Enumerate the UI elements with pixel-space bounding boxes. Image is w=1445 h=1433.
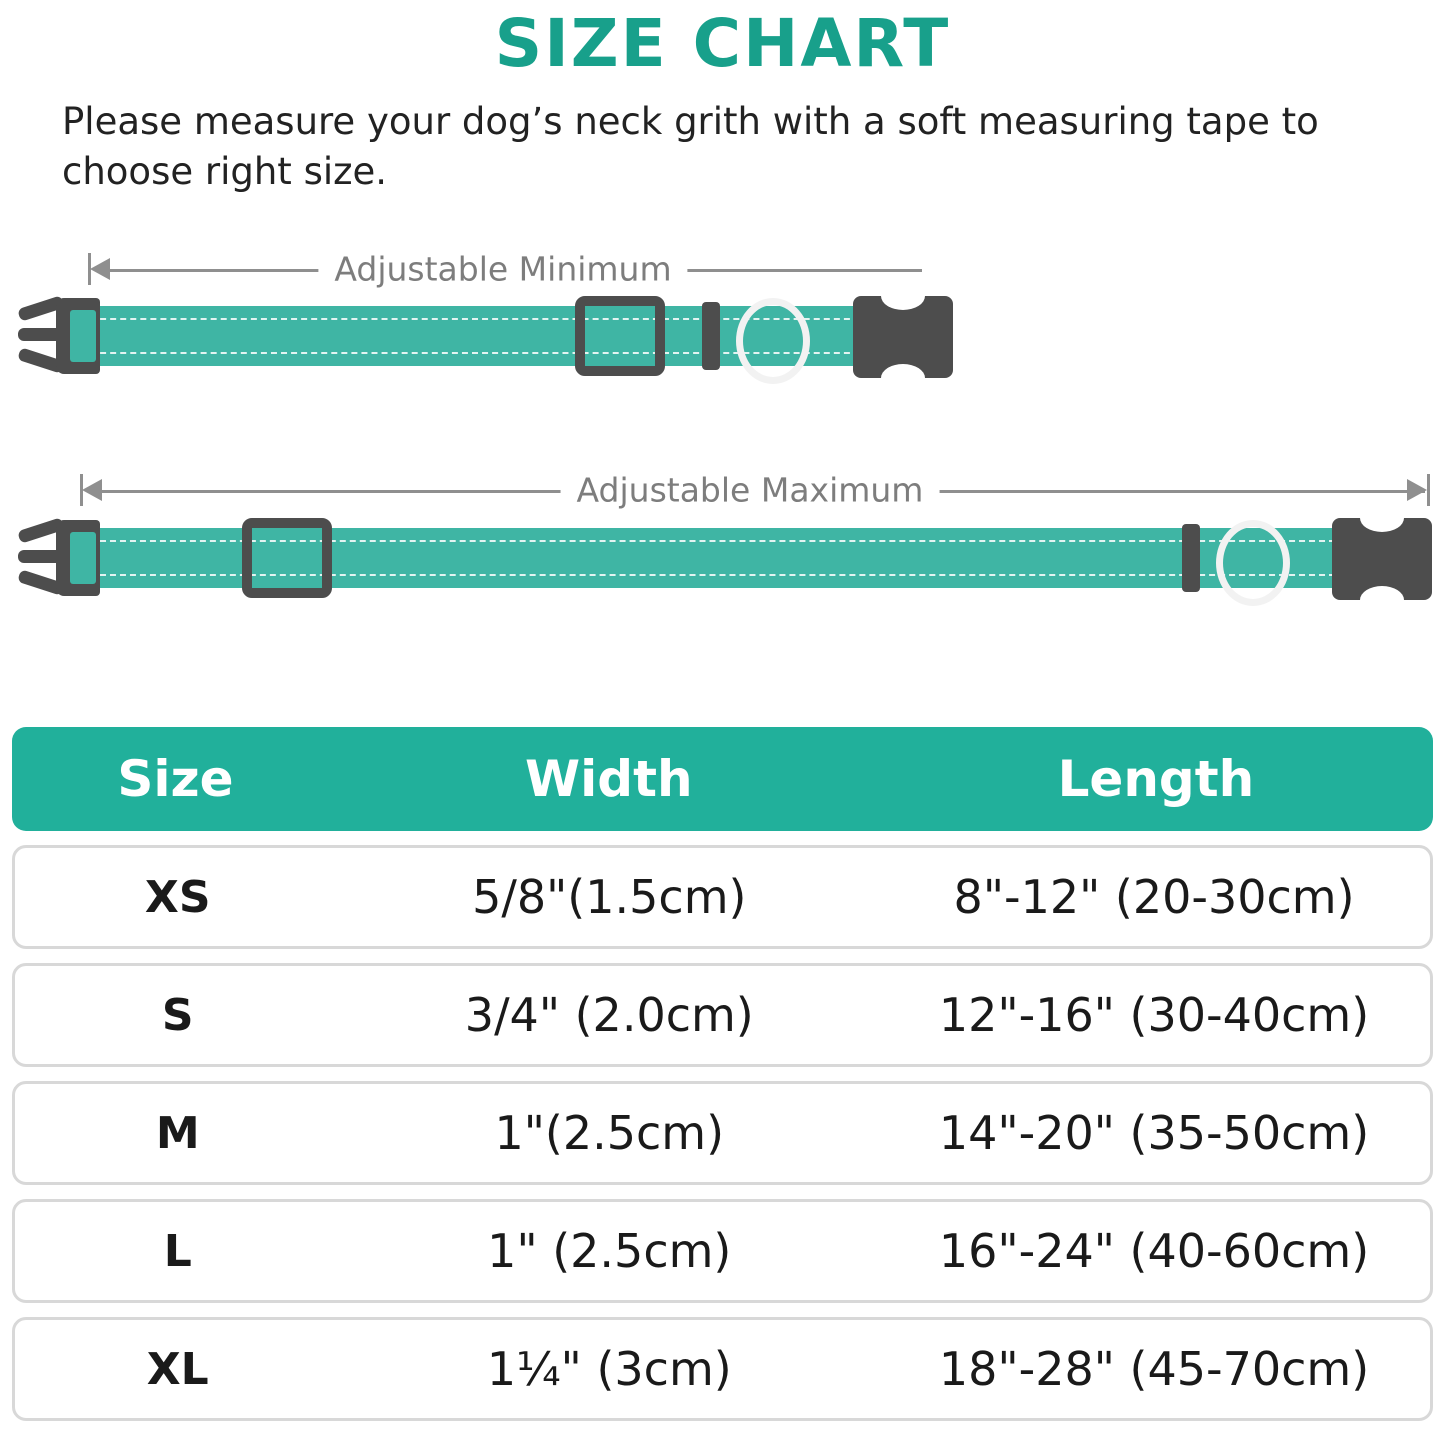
page-title: SIZE CHART xyxy=(494,5,951,82)
arrow-cap-right-max xyxy=(1427,474,1430,506)
keeper-loop-min-icon xyxy=(702,302,720,370)
adjustable-minimum-label: Adjustable Minimum xyxy=(318,250,687,289)
table-row xyxy=(12,963,1433,1067)
male-buckle-max-icon xyxy=(18,520,104,596)
cell-length: 16"-24" (40-60cm) xyxy=(938,1224,1370,1278)
arrow-head-left-min xyxy=(90,258,110,280)
column-header-width: Width xyxy=(525,750,693,808)
adjustable-maximum-arrow xyxy=(0,467,1445,513)
cell-width: 5/8"(1.5cm) xyxy=(472,870,747,924)
column-header-length: Length xyxy=(1057,750,1255,808)
size-table xyxy=(12,727,1433,1421)
collar-minimum xyxy=(10,288,955,384)
keeper-loop-max-icon xyxy=(1182,524,1200,592)
collar-maximum xyxy=(10,510,1430,606)
female-buckle-max-icon xyxy=(1332,518,1432,600)
arrow-head-left-max xyxy=(82,479,102,501)
cell-width: 1" (2.5cm) xyxy=(487,1224,732,1278)
cell-width: 1¼" (3cm) xyxy=(486,1342,732,1396)
slider-adjuster-max-icon xyxy=(242,518,332,598)
cell-length: 18"-28" (45-70cm) xyxy=(938,1342,1370,1396)
cell-width: 3/4" (2.0cm) xyxy=(464,988,754,1042)
collar-diagram xyxy=(0,222,1445,652)
adjustable-maximum-label: Adjustable Maximum xyxy=(561,471,940,510)
female-buckle-min-icon xyxy=(853,296,953,378)
cell-size: S xyxy=(161,989,194,1041)
table-row xyxy=(12,1199,1433,1303)
slider-adjuster-min-icon xyxy=(575,296,665,376)
measure-instruction: Please measure your dog’s neck grith with a soft measuring tape to choose right size. xyxy=(62,99,1319,193)
cell-length: 12"-16" (30-40cm) xyxy=(938,988,1370,1042)
arrow-head-right-max xyxy=(1407,479,1427,501)
cell-size: XS xyxy=(144,871,211,923)
cell-length: 14"-20" (35-50cm) xyxy=(938,1106,1370,1160)
table-row xyxy=(12,1317,1433,1421)
cell-size: L xyxy=(163,1225,192,1277)
d-ring-min-icon xyxy=(736,298,810,384)
table-header-row xyxy=(12,727,1433,831)
cell-size: XL xyxy=(146,1343,209,1395)
cell-length: 8"-12" (20-30cm) xyxy=(953,870,1355,924)
d-ring-max-icon xyxy=(1216,520,1290,606)
cell-width: 1"(2.5cm) xyxy=(494,1106,725,1160)
male-buckle-min-icon xyxy=(18,298,104,374)
size-chart-page xyxy=(0,2,1445,1433)
adjustable-minimum-arrow xyxy=(0,246,1445,292)
table-row xyxy=(12,1081,1433,1185)
column-header-size: Size xyxy=(117,750,234,808)
table-row xyxy=(12,845,1433,949)
cell-size: M xyxy=(155,1107,200,1159)
